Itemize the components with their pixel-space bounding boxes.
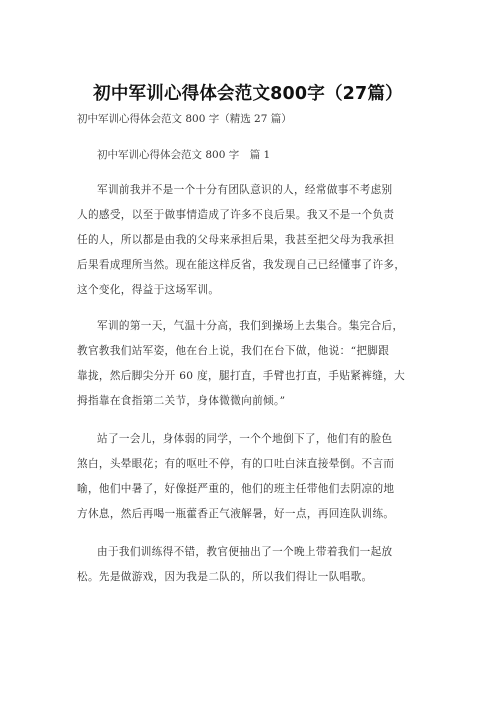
paragraph-line: 人的感受，以至于做事情造成了许多不良后果。我又不是一个负责 — [77, 209, 395, 221]
paragraph-line: 松。先是做游戏，因为我是二队的，所以我们得让一队唱歌。 — [77, 571, 373, 583]
document-subtitle: 初中军训心得体会范文 800 字（精选 27 篇） — [77, 113, 292, 125]
paragraph-line: 由于我们训练得不错，教官便抽出了一个晚上带着我们一起放 — [97, 546, 393, 558]
paragraph-line: 方休息，然后再喝一瓶藿香正气液解暑，好一点，再回连队训练。 — [77, 508, 395, 520]
document-title: 初中军训心得体会范文800字（27篇） — [93, 84, 403, 104]
paragraph-line: 喻，他们中暑了，好像挺严重的，他们的班主任带他们去阴凉的地 — [77, 483, 395, 495]
paragraph-line: 煞白，头晕眼花；有的呕吐不停，有的口吐白沫直接晕倒。不言而 — [77, 458, 395, 470]
paragraph-line: 站了一会儿，身体弱的同学，一个个地倒下了，他们有的脸色 — [97, 433, 393, 445]
paragraph-line: 靠拢，然后脚尖分开 60 度，腿打直，手臂也打直，手贴紧裤缝，大 — [77, 370, 406, 382]
section-heading: 初中军训心得体会范文 800 字 篇 1 — [97, 149, 271, 161]
paragraph-line: 任的人，所以都是由我的父母来承担后果，我甚至把父母为我承担 — [77, 234, 395, 246]
paragraph-line: 军训前我并不是一个十分有团队意识的人，经常做事不考虑别 — [97, 184, 393, 196]
paragraph-line: 拇指靠在食指第二关节，身体微微向前倾。” — [77, 395, 286, 407]
paragraph-line: 教官教我们站军姿，他在台上说，我们在台下做，他说：“把脚跟 — [77, 345, 390, 357]
paragraph-line: 后果看成理所当然。现在能这样反省，我发现自己已经懂事了许多， — [77, 259, 406, 271]
paragraph-line: 这个变化，得益于这场军训。 — [77, 284, 220, 296]
paragraph-line: 军训的第一天，气温十分高，我们到操场上去集合。集完合后， — [97, 320, 404, 332]
